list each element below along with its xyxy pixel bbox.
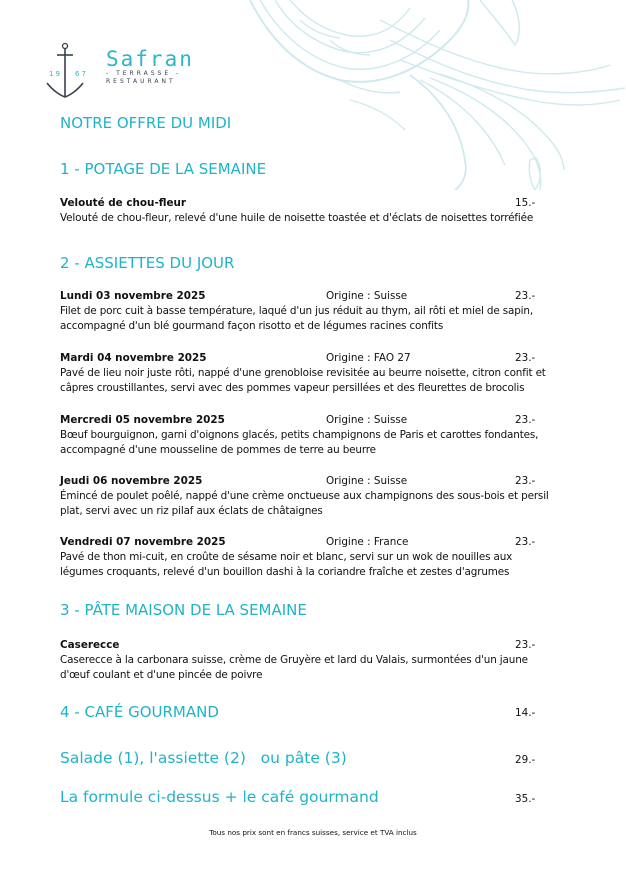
item-description-line: câpres croustillantes, servi avec des pommes vapeur persillées et des fleurettes de brocolis xyxy=(60,382,525,394)
year-left: 19 xyxy=(49,70,62,78)
item-description-line: plat, servi avec un riz pilaf aux éclats de châtaignes xyxy=(60,505,323,517)
item-description-line: Caserecce à la carbonara suisse, crème de Gruyère et lard du Valais, surmontées d'un jaune xyxy=(60,654,528,666)
section-heading-assiettes: 2 - ASSIETTES DU JOUR xyxy=(60,254,235,272)
section-heading-cafe: 4 - CAFÉ GOURMAND xyxy=(60,703,219,721)
item-description-line: d'œuf coulant et d'une pincée de poivre xyxy=(60,669,263,681)
brand-subtitle-terrasse: - TERRASSE - xyxy=(106,70,182,77)
jellyfish-illustration xyxy=(230,0,626,190)
formula-label: Salade (1), l'assiette (2) ou pâte (3) xyxy=(60,749,347,767)
menu-item-day xyxy=(60,351,550,396)
item-price: 23.- xyxy=(515,536,536,548)
menu-item-pate xyxy=(60,638,550,683)
item-origin: Origine : France xyxy=(326,536,409,548)
item-price: 23.- xyxy=(515,475,536,487)
year-right: 67 xyxy=(75,70,88,78)
section-heading-pate: 3 - PÂTE MAISON DE LA SEMAINE xyxy=(60,601,307,619)
item-name: Velouté de chou-fleur xyxy=(60,197,187,209)
item-description-line: Bœuf bourguignon, garni d'oignons glacés, petits champignons de Paris et carottes fondantes, xyxy=(60,429,539,441)
item-name: Caserecce xyxy=(60,639,120,651)
formula-label: La formule ci-dessus + le café gourmand xyxy=(60,788,379,806)
menu-item-day xyxy=(60,289,550,334)
item-day: Jeudi 06 novembre 2025 xyxy=(60,475,203,487)
item-origin: Origine : Suisse xyxy=(326,475,408,487)
menu-item-day xyxy=(60,535,550,580)
item-day: Mardi 04 novembre 2025 xyxy=(60,352,207,364)
item-description-line: Émincé de poulet poêlé, nappé d'une crème onctueuse aux champignons des sous-bois et persil xyxy=(60,490,549,502)
brand-subtitle-restaurant: RESTAURANT xyxy=(106,78,176,85)
item-price: 23.- xyxy=(515,414,536,426)
formula-price: 29.- xyxy=(515,754,536,766)
item-description-line: accompagné d'une mousseline de pommes de terre au beurre xyxy=(60,444,376,456)
item-price: 23.- xyxy=(515,639,536,651)
item-price: 23.- xyxy=(515,352,536,364)
menu-item-day xyxy=(60,474,550,519)
formula-price: 35.- xyxy=(515,793,536,805)
item-day: Vendredi 07 novembre 2025 xyxy=(60,536,226,548)
price-footnote: Tous nos prix sont en francs suisses, service et TVA inclus xyxy=(209,828,417,837)
menu-item-potage xyxy=(60,196,550,226)
brand-name: Safran xyxy=(106,47,194,71)
menu-item-day xyxy=(60,413,550,458)
item-origin: Origine : FAO 27 xyxy=(326,352,411,364)
item-origin: Origine : Suisse xyxy=(326,290,408,302)
brand xyxy=(106,48,194,86)
item-description-line: accompagné d'un blé gourmand façon risotto et de légumes racines confits xyxy=(60,320,444,332)
item-price: 15.- xyxy=(515,197,536,209)
item-origin: Origine : Suisse xyxy=(326,414,408,426)
page-title: NOTRE OFFRE DU MIDI xyxy=(60,114,232,132)
item-description: Velouté de chou-fleur, relevé d'une huile de noisette toastée et d'éclats de noisettes torréfiée xyxy=(60,212,534,224)
section-heading-potage: 1 - POTAGE DE LA SEMAINE xyxy=(60,160,267,178)
cafe-price: 14.- xyxy=(515,707,536,719)
item-description-line: légumes croquants, relevé d'un bouillon dashi à la coriandre fraîche et zestes d'agrumes xyxy=(60,566,510,578)
item-description-line: Pavé de thon mi-cuit, en croûte de sésame noir et blanc, servi sur un wok de nouilles aux xyxy=(60,551,513,563)
item-description-line: Filet de porc cuit à basse température, laqué d'un jus réduit au thym, ail rôti et miel de sapin, xyxy=(60,305,533,317)
item-description-line: Pavé de lieu noir juste rôti, nappé d'une grenobloise revisitée au beurre noisette, citron confit et xyxy=(60,367,546,379)
item-day: Mercredi 05 novembre 2025 xyxy=(60,414,225,426)
item-day: Lundi 03 novembre 2025 xyxy=(60,290,206,302)
item-price: 23.- xyxy=(515,290,536,302)
